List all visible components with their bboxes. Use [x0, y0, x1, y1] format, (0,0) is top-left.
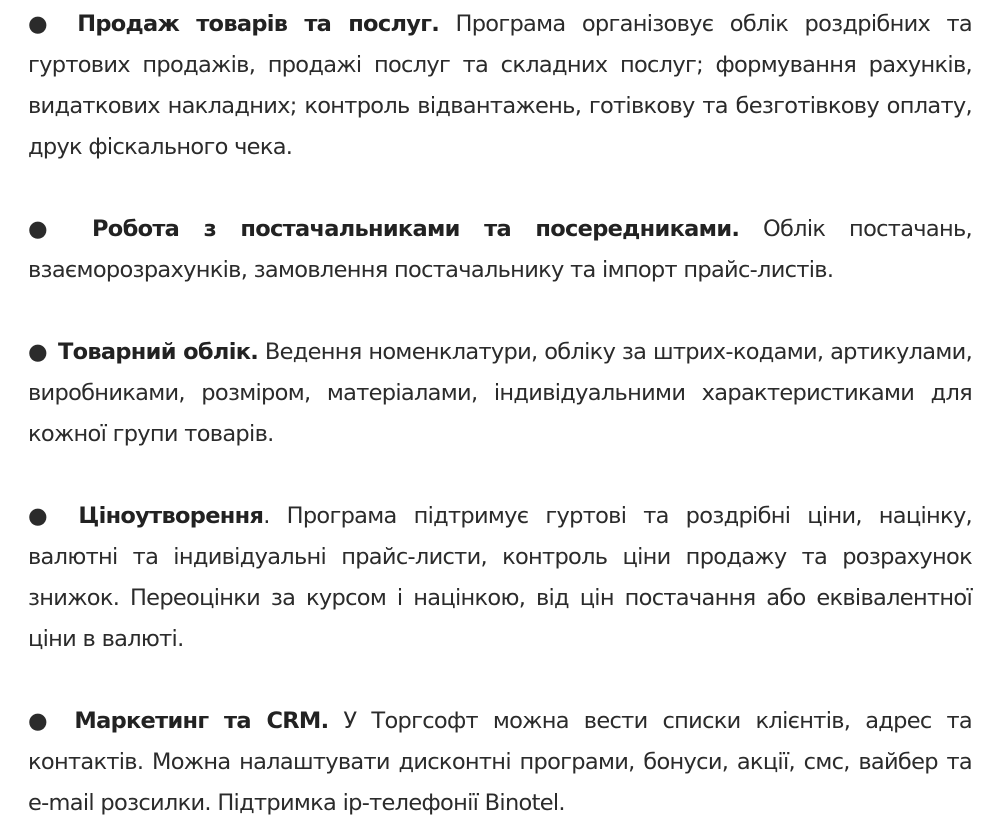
list-item-inventory — [28, 332, 972, 455]
bullet-icon: ● — [28, 339, 48, 365]
bullet-icon: ● — [28, 11, 57, 37]
item-term: Маркетинг та CRM. — [74, 708, 329, 734]
bullet-icon: ● — [28, 708, 56, 734]
item-text: Облік постачань, взаєморозрахунків, замовлення постачальнику та імпорт прайс-листів. — [28, 216, 972, 283]
list-item-suppliers — [28, 209, 972, 291]
item-text: У Торгсофт можна вести списки клієнтів, адрес та контактів. Можна налаштувати дисконтні програми, бонуси, акції, смс, вайбер та e-mail розсилки. Підтримка ip-телефонії Binotel. — [28, 708, 972, 816]
bullet-icon: ● — [28, 216, 65, 242]
list-item-sales — [28, 4, 972, 168]
item-text: Ведення номенклатури, обліку за штрих-кодами, артикулами, виробниками, розміром, матеріалами, індивідуальними характеристиками для кожної групи товарів. — [28, 339, 973, 447]
item-term: Продаж товарів та послуг. — [77, 11, 440, 37]
item-text: Програма організовує облік роздрібних та гуртових продажів, продажі послуг та складних послуг; формування рахунків, видаткових накладних; контроль відвантажень, готівкову та безготівкову оплату, друк фіскального чека. — [28, 11, 973, 160]
bullet-icon: ● — [28, 503, 58, 529]
item-text: . Програма підтримує гуртові та роздрібні ціни, націнку, валютні та індивідуальні прайс-листи, контроль ціни продажу та розрахунок знижок. Переоцінки за курсом і націнкою, від цін постачання або еквівалентної ціни в валюті. — [28, 503, 973, 652]
item-term: Робота з постачальниками та посередниками. — [92, 216, 740, 242]
list-item-marketing — [28, 701, 972, 824]
list-item-pricing — [28, 496, 972, 660]
item-term: Ціноутворення — [78, 503, 264, 529]
item-term: Товарний облік. — [57, 339, 259, 365]
